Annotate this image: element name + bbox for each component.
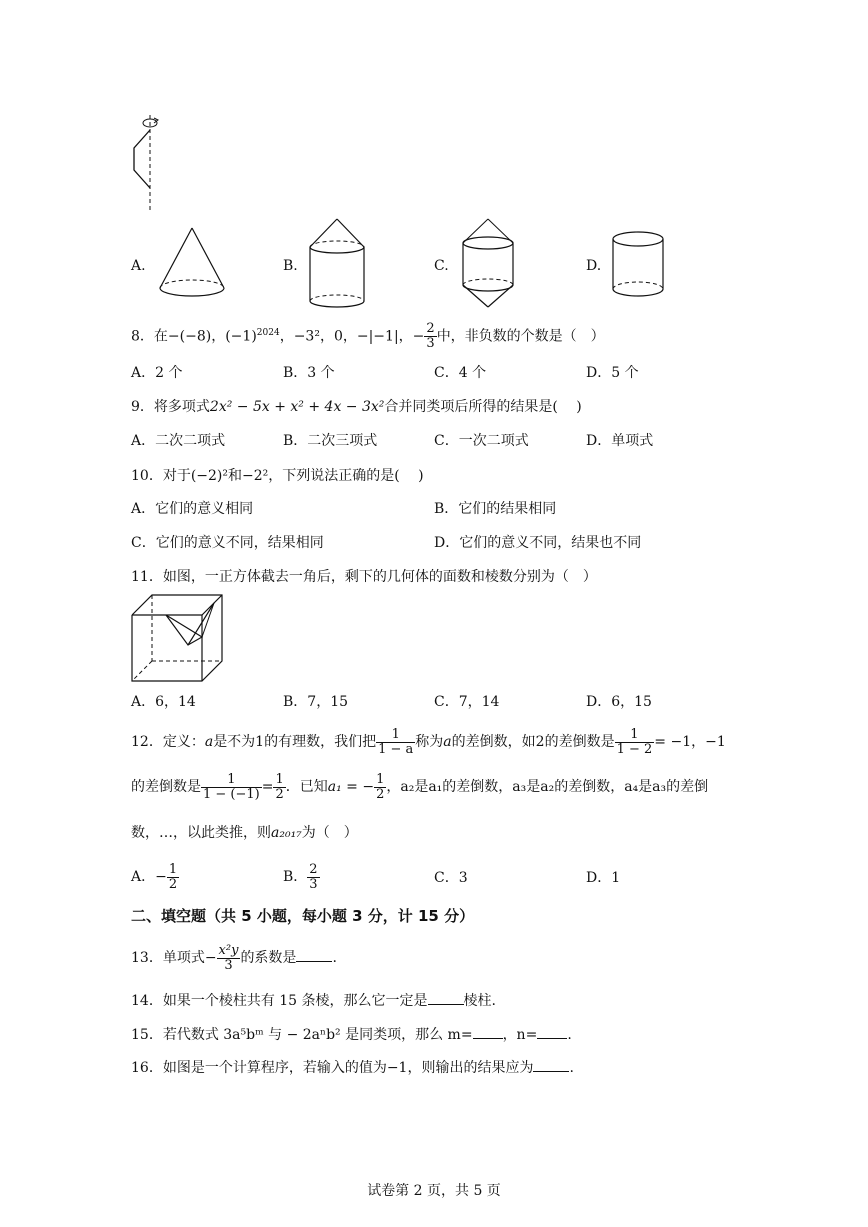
cylinder-shape	[610, 227, 670, 302]
q9-stem: 9．将多项式2x² − 5x + x² + 4x − 3x²合并同类项后所得的结果是( )	[131, 399, 582, 415]
cone-on-cylinder-shape	[302, 217, 372, 312]
q16-answer-blank[interactable]	[533, 1057, 569, 1072]
q10-option-b: B．它们的结果相同	[434, 501, 557, 517]
q9-option-a: A．二次二项式	[131, 433, 226, 449]
q7-option-d-label: D.	[586, 258, 602, 274]
q13-stem: 13．单项式− $\frac{\text{x²y}}{3}$ 的系数是 .	[131, 942, 337, 973]
q12-line3: 数，…，以此类推，则a₂₀₁₇为（ ）	[131, 825, 358, 841]
q11-option-c: C．7，14	[434, 694, 500, 710]
q10-option-a: A．它们的意义相同	[131, 501, 254, 517]
double-cone-cylinder-shape	[458, 215, 518, 315]
q14-stem: 14．如果一个棱柱共有 15 条棱，那么它一定是 棱柱.	[131, 990, 496, 1011]
q10-option-d: D．它们的意义不同，结果也不同	[434, 535, 642, 551]
q12-line1: 12．定义：a是不为1的有理数，我们把 $\frac{1}{1 - a}$ 称为a的差倒数，如2的差倒数是 $\frac{1}{1 - 2}$ = −1，−1	[131, 726, 726, 757]
q9-option-b: B．二次三项式	[283, 433, 378, 449]
q11-stem: 11．如图，一正方体截去一角后，剩下的几何体的面数和棱数分别为（ ）	[131, 569, 597, 585]
q11-option-b: B．7，15	[283, 694, 349, 710]
q9-option-d: D．单项式	[586, 433, 654, 449]
q12-option-d: D．1	[586, 870, 621, 886]
q11-option-d: D．6，15	[586, 694, 652, 710]
q16-stem: 16．如图是一个计算程序，若输入的值为−1，则输出的结果应为 .	[131, 1057, 574, 1078]
q12-option-b: B． $\frac{2}{3}$	[283, 861, 318, 892]
rotation-figure	[120, 110, 180, 220]
q8-option-a: A．2 个	[131, 365, 183, 381]
q13-answer-blank[interactable]	[296, 947, 332, 962]
q8-option-d: D．5 个	[586, 365, 639, 381]
q10-stem: 10．对于(−2)²和−2²，下列说法正确的是( )	[131, 468, 424, 484]
q15-m-blank[interactable]	[473, 1024, 503, 1039]
q8-option-b: B．3 个	[283, 365, 335, 381]
section-2-title: 二、填空题（共 5 小题，每小题 3 分，计 15 分）	[131, 907, 475, 925]
cone-shape	[155, 225, 230, 305]
q7-option-b-label: B.	[283, 258, 298, 274]
q12-line2: 的差倒数是 $\frac{1}{1 - (-1)}$ = $\frac{1}{2}$ ．已知a₁ = − $\frac{1}{2}$ ，a₂是a₁的差倒数，a₃是a₂的差倒数，a₄是a₃的差倒	[131, 771, 709, 802]
q12-option-a: A．− $\frac{1}{2}$	[131, 861, 178, 892]
q11-option-a: A．6，14	[131, 694, 196, 710]
page-footer: 试卷第 2 页，共 5 页	[367, 1183, 501, 1199]
q8-stem: 8．在−(−8)，$(-1)^{2024}$，−3²，0，−|−1|，− $\frac{2}{3}$ 中，非负数的个数是（ ）	[131, 321, 605, 351]
q15-stem: 15．若代数式 3a⁵bᵐ 与 − 2aⁿb² 是同类项，那么 m= ，n= .	[131, 1024, 572, 1045]
q7-option-c-label: C.	[434, 258, 449, 274]
q15-n-blank[interactable]	[537, 1024, 567, 1039]
q10-option-c: C．它们的意义不同，结果相同	[131, 535, 324, 551]
q12-option-c: C．3	[434, 870, 468, 886]
q8-option-c: C．4 个	[434, 365, 487, 381]
q14-answer-blank[interactable]	[428, 990, 464, 1005]
q7-option-a-label: A.	[131, 258, 146, 274]
q9-option-c: C．一次二项式	[434, 433, 529, 449]
truncated-cube-figure	[130, 593, 230, 685]
